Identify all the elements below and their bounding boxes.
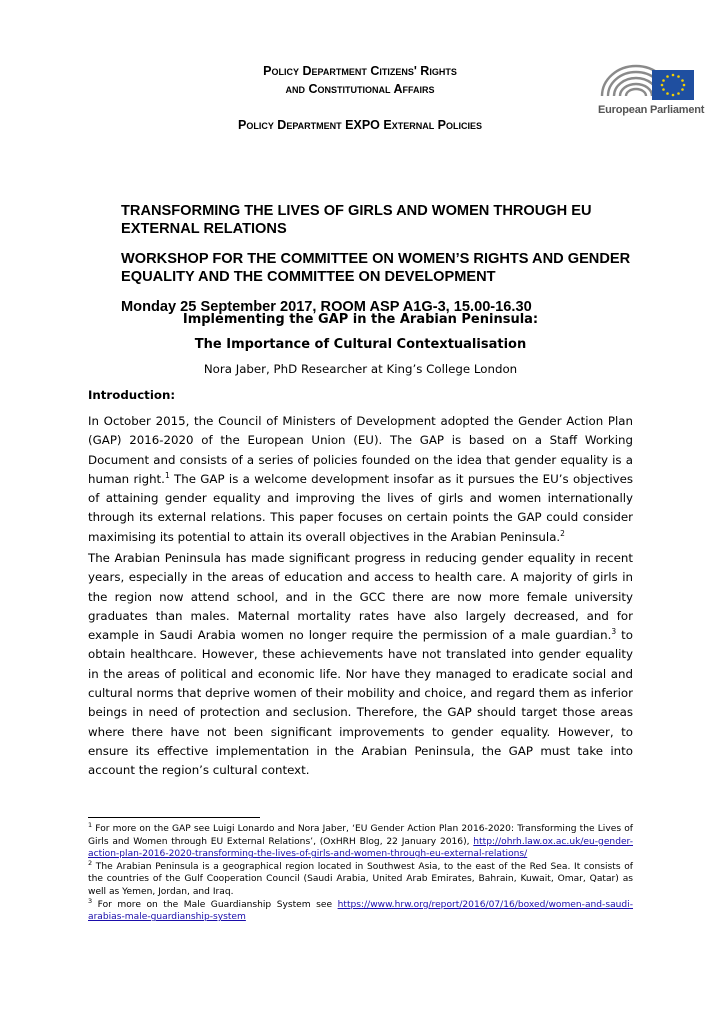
footnote-3-link[interactable]: https://www.hrw.org/report/2016/07/16/boxed/women-and-saudi-arabias-male-guardianship-system bbox=[88, 899, 633, 923]
dept-line-constitutional-affairs: and Constitutional Affairs bbox=[285, 82, 435, 96]
document-titles bbox=[121, 202, 641, 328]
footnote-ref-3[interactable]: 3 bbox=[611, 627, 617, 637]
footnote-1-link[interactable]: http://ohrh.law.ox.ac.uk/eu-gender-action-plan-2016-2020-transforming-the-lives-of-girls-and-women-through-eu-external-relations/ bbox=[88, 836, 633, 860]
department-header bbox=[150, 62, 570, 134]
dept-line-citizens-rights: Policy Department Citizens' Rights bbox=[263, 64, 457, 78]
logo-wordmark: European Parliament bbox=[598, 104, 705, 116]
footnote-1: $^1$ For more on the GAP see Luigi Lonardo and Nora Jaber, ‘EU Gender Action Plan 2016-2020: Transforming the Lives of Girls and Women through EU External Relations’, (OxHRH Blog, 22 January 2016), http://ohrh.law.ox.ac.uk/eu-gender-action-plan-2016-2020-transforming-the-lives-of-girls-and-women-through-eu-external-relations/ bbox=[88, 820, 633, 860]
footnote-2: $^2$ The Arabian Peninsula is a geographical region located in Southwest Asia, to the east of the Red Sea. It consists of the countries of the Gulf Cooperation Council (Saudi Arabia, United Arab Emirates, Bahrain, Kuwait, Omar, Qatar) as well as Yemen, Jordan, and Iraq. bbox=[88, 858, 633, 897]
author-line: Nora Jaber, PhD Researcher at King’s College London bbox=[203, 362, 518, 376]
footnotes bbox=[88, 820, 633, 924]
footnote-ref-1[interactable]: 1 bbox=[164, 470, 170, 480]
footnote-ref-2[interactable]: 2 bbox=[560, 528, 565, 538]
workshop-title: WORKSHOP FOR THE COMMITTEE ON WOMEN’S RIGHTS AND GENDER EQUALITY AND THE COMMITTEE ON DEVELOPMENT bbox=[121, 251, 631, 285]
section-heading-introduction: Introduction: bbox=[88, 388, 176, 402]
footnote-divider bbox=[88, 817, 260, 818]
paragraph-2: The Arabian Peninsula has made significant progress in reducing gender equality in recent years, especially in the areas of education and access to health care. A majority of girls in the region now attend school, and in the GCC there are now more female university graduates than males. Maternal mortality rates have also largely decreased, and for example in Saudi Arabia women no longer require the permission of a male guardian.$^3$ to obtain healthcare. However, these achievements have not translated into gender equality in the areas of political and economic life. Nor have they managed to eradicate social and cultural norms that deprive women of their mobility and choice, and regard them as inferior beings in need of protection and seclusion. Therefore, the GAP should target those areas where there have not been significant improvements to gender equality. However, to ensure its effective implementation in the Arabian Peninsula, the GAP must take into account the region’s cultural context. bbox=[88, 551, 634, 778]
paper-title: Implementing the GAP in the Arabian Peninsula: bbox=[182, 312, 539, 327]
meeting-date: Monday 25 September 2017, ROOM ASP A1G-3, 15.00-16.30 bbox=[121, 299, 532, 315]
footnote-3: $^3$ For more on the Male Guardianship System see https://www.hrw.org/report/2016/07/16/boxed/women-and-saudi-arabias-male-guardianship-system bbox=[88, 896, 633, 923]
paper-subtitle: The Importance of Cultural Contextualisation bbox=[194, 337, 527, 352]
dept-line-external-policies: Policy Department EXPO External Policies bbox=[237, 118, 483, 132]
main-title: TRANSFORMING THE LIVES OF GIRLS AND WOMEN THROUGH EU EXTERNAL RELATIONS bbox=[121, 203, 592, 237]
paragraph-1: In October 2015, the Council of Ministers of Development adopted the Gender Action Plan (GAP) 2016-2020 of the European Union (EU). The GAP is based on a Staff Working Document and consists of a series of policies founded on the idea that gender equality is a human right.$^1$ The GAP is a welcome development insofar as it pursues the EU’s objectives of attaining gender equality and improving the lives of girls and women internationally through its external relations. This paper focuses on certain points the GAP could consider maximising its potential to attain its overall objectives in the Arabian Peninsula.$^2$ bbox=[88, 414, 633, 544]
